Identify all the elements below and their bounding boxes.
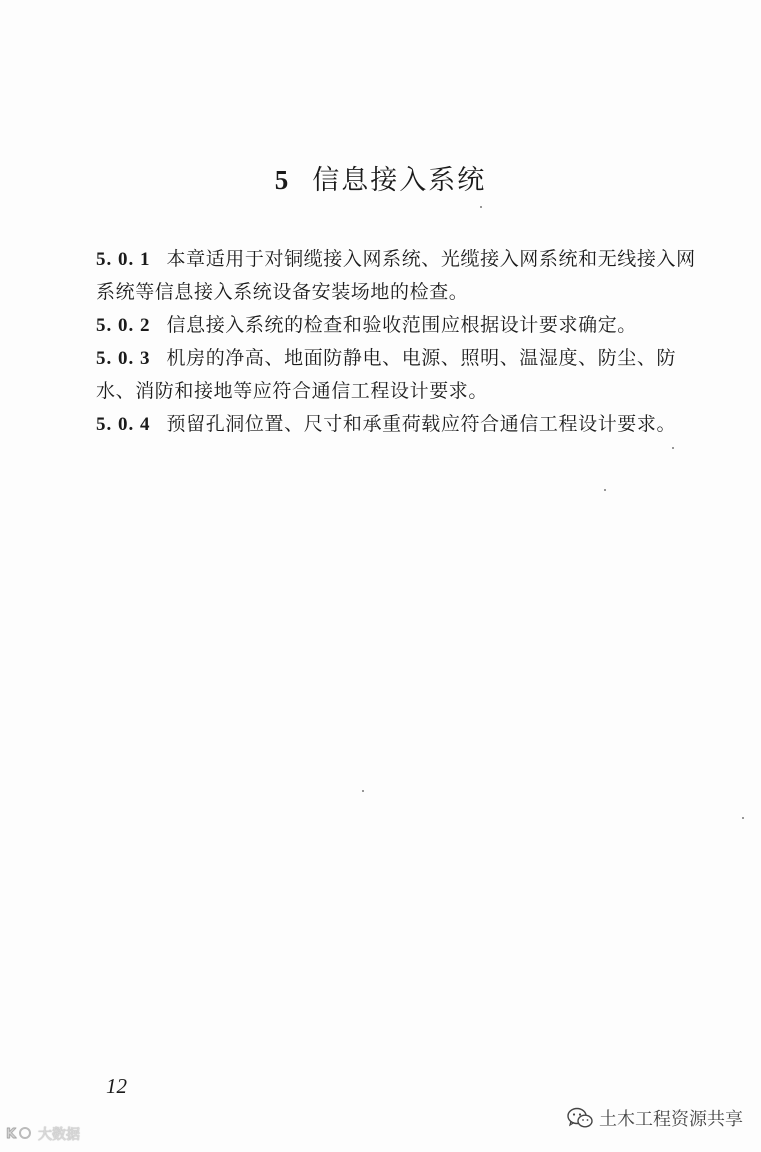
clause-number: 5. 0. 4 [96,414,151,435]
page-number: 12 [106,1074,127,1098]
chapter-title: 信息接入系统 [312,165,487,196]
scan-speck [604,489,606,491]
clause-5-0-1 [96,243,712,309]
watermark-left-text: 大数据 [38,1127,80,1143]
clause-number: 5. 0. 2 [96,315,151,336]
clause-5-0-2 [96,309,712,342]
scan-speck [742,817,744,819]
clause-text: 本章适用于对铜缆接入网系统、光缆接入网系统和无线接入网系统等信息接入系统设备安装场地的检查。 [96,248,696,303]
clause-list [96,243,712,441]
scan-speck [480,206,482,208]
watermark-logo-icon [6,1125,34,1144]
watermark-right-text: 土木工程资源共享 [599,1109,743,1130]
clause-5-0-4 [96,408,712,441]
scan-speck [362,790,364,792]
clause-5-0-3 [96,342,712,408]
wechat-icon [567,1107,593,1129]
clause-number: 5. 0. 1 [96,249,151,270]
watermark-left [6,1124,80,1144]
clause-text: 机房的净高、地面防静电、电源、照明、温湿度、防尘、防水、消防和接地等应符合通信工程设计要求。 [96,347,677,402]
clause-number: 5. 0. 3 [96,348,151,369]
chapter-heading [0,158,761,197]
svg-text:K: K [6,1126,16,1141]
chapter-number: 5 [274,165,291,195]
clause-text: 预留孔洞位置、尺寸和承重荷载应符合通信工程设计要求。 [166,413,677,435]
scan-speck [672,447,674,449]
clause-text: 信息接入系统的检查和验收范围应根据设计要求确定。 [166,314,637,336]
watermark-right [567,1105,743,1131]
